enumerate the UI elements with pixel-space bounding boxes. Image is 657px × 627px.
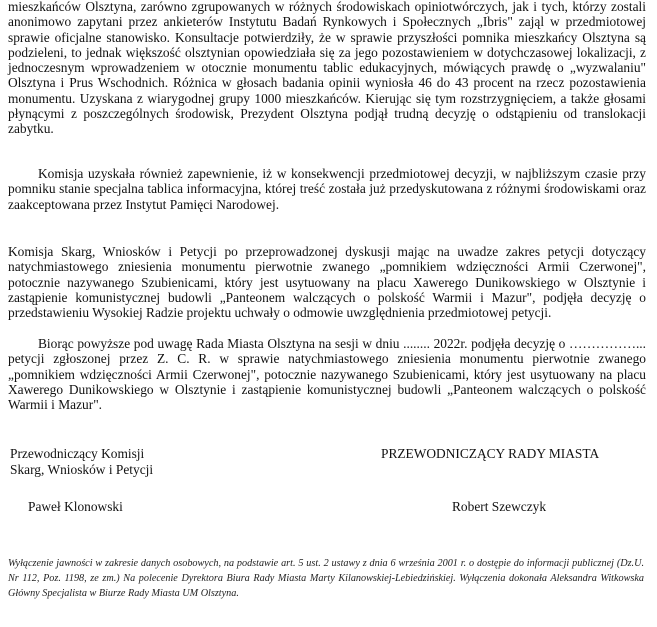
committee-chair-title-line1: Przewodniczący Komisji <box>10 446 145 461</box>
paragraph-council-resolution: Biorąc powyższe pod uwagę Rada Miasta Olsztyna na sesji w dniu ........ 2022r. podjęła decyzję o ……………... petycji zgłoszonej przez Z. C. R. w sprawie natychmiastowego zniesienia monumentu pierwotnie zwanego „pomnikiem wdzięczności Armii Czerwonej", potocznie nazywanego Szubienicami, który jest usytuowany na placu Xawerego Dunikowskiego w Olsztynie i zastąpienie komunistycznej budowli „Panteonem walczących o polskość Warmii i Mazur". <box>8 336 646 413</box>
committee-chair-title-line2: Skarg, Wniosków i Petycji <box>10 462 154 477</box>
paragraph-information-plaque: Komisja uzyskała również zapewnienie, iż w konsekwencji przedmiotowej decyzji, w najbliższym czasie przy pomniku stanie specjalna tablica informacyjna, której treść została już przedyskutowana z różnymi środowiskami oraz zaakceptowana przez Instytut Pamięci Narodowej. <box>8 166 646 212</box>
paragraph-consultation-results: mieszkańców Olsztyna, zarówno zgrupowanych w różnych środowiskach opiniotwórczych, jak i tych, którzy zostali anonimowo zapytani przez ankieterów Instytutu Badań Rynkowych i Społecznych „Ibris" zająl w przedmiotowej sprawie oficjalne stanowisko. Konsultacje potwierdziły, że w sprawie przyszłości pomnika mieszkańcy Olsztyna są podzieleni, to jednak większość olsztynian opowiedziała się za jego pozostawieniem w dotychczasowej lokalizacji, z jednoczesnym wprowadzeniem w otocznie monumentu tablic edukacyjnych, mówiących prawdę o „wyzwalaniu" Olsztyna i Prus Wschodnich. Różnica w głosach badania opinii wyniosła 46 do 43 procent na rzecz pozostawienia monumentu. Uzyskana z wiarygodnej grupy 1000 mieszkańców. Kierując się tym rozstrzygnięciem, a także głosami płynącymi z poszczególnych środowisk, Prezydent Olsztyna podjął trudną decyzję o odstąpieniu od translokacji zabytku. <box>8 0 646 137</box>
council-chair-name: Robert Szewczyk <box>452 499 547 514</box>
committee-chair-title <box>10 446 153 478</box>
data-redaction-footnote: Wyłączenie jawności w zakresie danych osobowych, na podstawie art. 5 ust. 2 ustawy z dnia 6 września 2001 r. o dostępie do informacji publicznej (Dz.U. Nr 112, Poz. 1198, ze zm.) Na polecenie Dyrektora Biura Rady Miasta Marty Kilanowskiej-Lebiedzińskiej. Wyłączenia dokonała Aleksandra Witkowska Główny Specjalista w Biurze Rady Miasta UM Olsztyna. <box>8 558 644 599</box>
council-chair-title: PRZEWODNICZĄCY RADY MIASTA <box>381 446 600 461</box>
committee-chair-name: Paweł Klonowski <box>28 499 123 514</box>
paragraph-committee-decision: Komisja Skarg, Wniosków i Petycji po przeprowadzonej dyskusji mając na uwadze zakres petycji dotyczący natychmiastowego zniesienia monumentu pierwotnie zwanego „pomnikiem wdzięczności Armii Czerwonej", potocznie nazywanego Szubienicami, który jest usytuowany na placu Xawerego Dunikowskiego w Olsztynie i zastąpienie komunistycznej budowli „Panteonem walczących o polskość Warmii i Mazur", podjęła decyzję o przedstawieniu Wysokiej Radzie projektu uchwały o odmowie uwzględnienia przedmiotowej petycji. <box>8 244 646 321</box>
